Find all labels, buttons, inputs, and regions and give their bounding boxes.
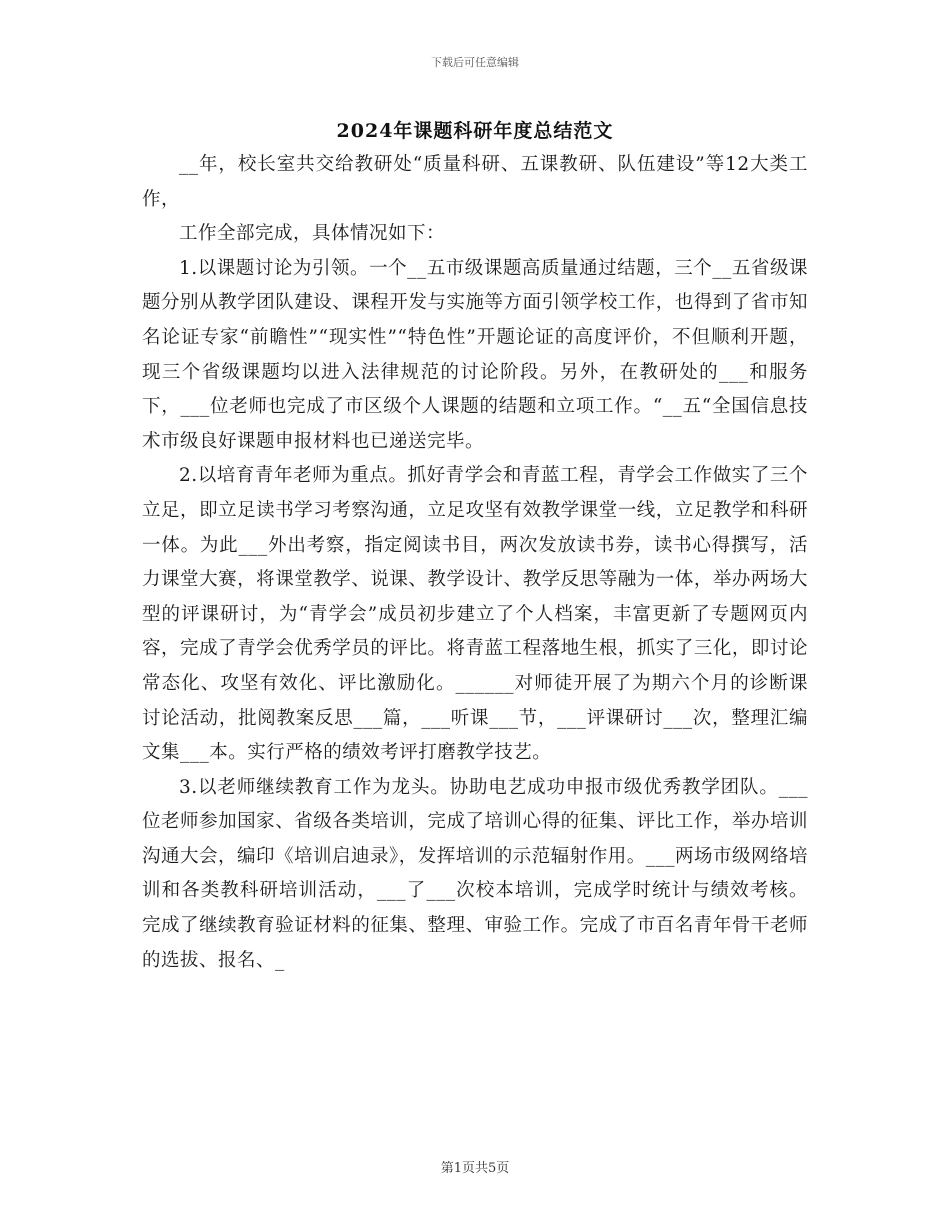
paragraph-summary: 工作全部完成，具体情况如下： (179, 223, 446, 245)
paragraph-item-1: 1.以课题讨论为引领。一个__五市级课题高质量通过结题，三个__五省级课题分别从教学团队建设、课程开发与实施等方面引领学校工作，也得到了省市知名论证专家“前瞻性”“现实性”“特色性”开题论证的高度评价，不但顺利开题，现三个省级课题均以进入法律规范的讨论阶段。另外，在教研处的___和服务下，___位老师也完成了市区级个人课题的结题和立项工作。“__五“全国信息技术市级良好课题申报材料也已递送完毕。 (142, 257, 808, 452)
document-body (142, 148, 808, 978)
page-number-footer: 第1页共5页 (440, 1161, 510, 1176)
paragraph-intro: __年，校长室共交给教研处“质量科研、五课教研、队伍建设”等12大类工作， (142, 154, 808, 210)
page-header-note: 下载后可任意编辑 (431, 56, 519, 69)
paragraph-item-2: 2.以培育青年老师为重点。抓好青学会和青蓝工程，青学会工作做实了三个立足，即立足读书学习考察沟通，立足攻坚有效教学课堂一线，立足教学和科研一体。为此___外出考察，指定阅读书目，两次发放读书券，读书心得撰写，活力课堂大赛，将课堂教学、说课、教学设计、教学反思等融为一体，举办两场大型的评课研讨，为“青学会”成员初步建立了个人档案，丰富更新了专题网页内容，完成了青学会优秀学员的评比。将青蓝工程落地生根，抓实了三化，即讨论常态化、攻坚有效化、评比激励化。______对师徒开展了为期六个月的诊断课讨论活动，批阅教案反思___篇，___听课___节，___评课研讨___次，整理汇编文集___本。实行严格的绩效考评打磨教学技艺。 (142, 465, 808, 764)
paragraph-item-3: 3.以老师继续教育工作为龙头。协助电艺成功申报市级优秀教学团队。___位老师参加国家、省级各类培训，完成了培训心得的征集、评比工作，举办培训沟通大会，编印《培训启迪录》，发挥培训的示范辐射作用。___两场市级网络培训和各类教科研培训活动，___了___次校本培训，完成学时统计与绩效考核。完成了继续教育验证材料的征集、整理、审验工作。完成了市百名青年骨干老师的选拔、报名、_ (142, 776, 809, 971)
document-title: 2024年课题科研年度总结范文 (336, 120, 614, 142)
